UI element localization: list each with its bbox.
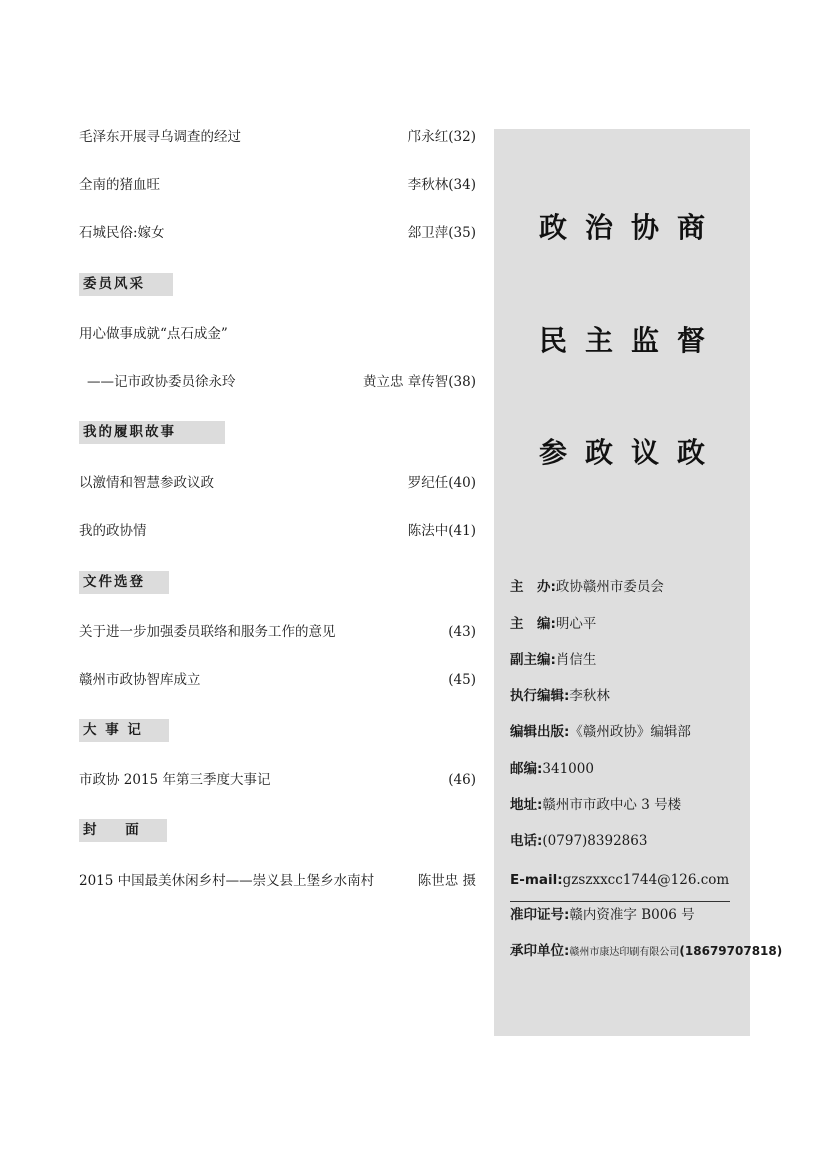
toc-item-title: 关于进一步加强委员联络和服务工作的意见	[79, 624, 336, 640]
section-header: 封 面	[79, 819, 167, 842]
masthead-label: 地址:	[510, 797, 543, 813]
masthead-row	[510, 830, 647, 852]
masthead-label: 电话:	[510, 833, 543, 849]
slogan: 政治协商	[538, 211, 723, 244]
toc-item[interactable]	[79, 870, 476, 892]
toc-item[interactable]	[79, 769, 476, 791]
masthead-row	[510, 758, 594, 780]
section-header: 委员风采	[79, 273, 173, 296]
toc-item[interactable]	[79, 174, 476, 196]
toc-item-author: (43)	[448, 624, 476, 640]
toc-item[interactable]	[79, 222, 476, 244]
toc-item-title: 以激情和智慧参政议政	[79, 475, 214, 491]
toc-item-title: 毛泽东开展寻乌调查的经过	[79, 129, 241, 145]
toc-item-author: 李秋林(34)	[407, 177, 476, 193]
masthead-label: 主 编:	[510, 616, 556, 632]
toc-item-title: 用心做事成就“点石成金”	[79, 326, 228, 342]
toc-item[interactable]	[79, 621, 476, 643]
masthead-label: 准印证号:	[510, 907, 570, 923]
toc-item-title: 2015 中国最美休闲乡村——崇义县上堡乡水南村	[79, 873, 375, 889]
masthead-phone: (18679707818)	[679, 944, 783, 958]
toc-item-author: (45)	[448, 672, 476, 688]
toc-item-author: 郐卫萍(35)	[407, 225, 476, 241]
toc-item-title: ——记市政协委员徐永玲	[87, 374, 236, 390]
toc-item[interactable]	[79, 520, 476, 542]
masthead-row	[510, 685, 610, 707]
slogan: 民主监督	[538, 324, 723, 357]
toc-item-title: 全南的猪血旺	[79, 177, 160, 193]
toc-item[interactable]	[79, 371, 476, 393]
toc-item-author: (46)	[448, 772, 476, 788]
masthead-value: 341000	[542, 761, 594, 777]
masthead-label: 副主编:	[510, 652, 556, 668]
section-header: 文件选登	[79, 571, 169, 594]
masthead-value: 《赣州政协》编辑部	[569, 724, 691, 740]
toc-item-title: 石城民俗:嫁女	[79, 225, 165, 241]
masthead-label: 编辑出版:	[510, 724, 570, 740]
masthead-row	[510, 869, 729, 891]
divider	[510, 901, 730, 902]
toc-item[interactable]	[79, 323, 476, 345]
masthead-row	[510, 904, 695, 926]
toc-item-title: 赣州市政协智库成立	[79, 672, 201, 688]
masthead-label: 主 办:	[510, 579, 556, 595]
masthead-value: 赣内资准字 B006 号	[569, 907, 695, 923]
toc-item[interactable]	[79, 126, 476, 148]
toc-item[interactable]	[79, 472, 476, 494]
masthead-row	[510, 576, 664, 598]
toc-item-author: 罗纪任(40)	[407, 475, 476, 491]
masthead-row	[510, 613, 596, 635]
masthead-row	[510, 721, 691, 743]
toc-item-title: 市政协 2015 年第三季度大事记	[79, 772, 271, 788]
slogan: 参政议政	[538, 436, 723, 469]
masthead-row	[510, 794, 681, 816]
masthead-value: 明心平	[555, 616, 597, 632]
masthead-panel	[494, 129, 783, 1036]
toc-item[interactable]	[79, 669, 476, 691]
section-header: 我的履职故事	[79, 421, 225, 444]
section-header: 大 事 记	[79, 719, 169, 742]
email-link[interactable]: gzszxxcc1744@126.com	[562, 872, 730, 888]
masthead-row	[510, 940, 782, 964]
masthead-value: 肖信生	[555, 652, 597, 668]
toc-item-author: 邝永红(32)	[407, 129, 476, 145]
masthead-label: 承印单位:	[510, 943, 570, 959]
masthead-value: 政协赣州市委员会	[555, 579, 664, 595]
toc-item-author: 黄立忠 章传智(38)	[362, 374, 476, 390]
masthead-label: E-mail:	[510, 872, 563, 888]
masthead-value: 李秋林	[569, 688, 610, 704]
toc-item-author: 陈法中(41)	[407, 523, 476, 539]
masthead-label: 邮编:	[510, 761, 543, 777]
masthead-value: 赣州市康达印刷有限公司	[569, 947, 680, 958]
masthead-value: 赣州市市政中心 3 号楼	[542, 797, 682, 813]
masthead-row	[510, 649, 596, 671]
toc-item-author: 陈世忠 摄	[417, 873, 476, 889]
masthead-value: (0797)8392863	[542, 833, 648, 849]
toc-item-title: 我的政协情	[79, 523, 147, 539]
masthead-label: 执行编辑:	[510, 688, 570, 704]
